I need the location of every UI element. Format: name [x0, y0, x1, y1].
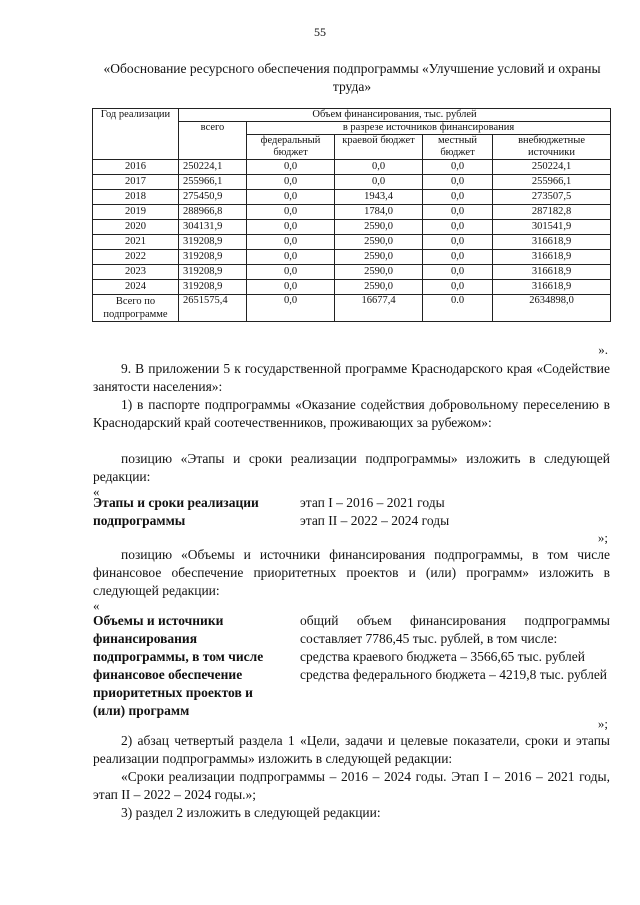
- paragraph-9-3: 3) раздел 2 изложить в следующей редакции:: [121, 805, 381, 820]
- cell-local: 0,0: [423, 190, 493, 205]
- cell-total: 255966,1: [179, 175, 247, 190]
- cell-federal: 0,0: [247, 280, 335, 295]
- header-sources: в разрезе источников финансирования: [247, 122, 611, 135]
- cell-total: 304131,9: [179, 220, 247, 235]
- cell-extra: 273507,5: [493, 190, 611, 205]
- cell-extra: 316618,9: [493, 250, 611, 265]
- cell-local: 0,0: [423, 220, 493, 235]
- paragraph-9-2-quote: «Сроки реализации подпрограммы – 2016 – 2024 годы. Этап I – 2016 – 2021 годы, этап II – 2022 – 2024 годы.»;: [93, 769, 610, 802]
- cell-regional: 0,0: [335, 160, 423, 175]
- cell-extra: 250224,1: [493, 160, 611, 175]
- cell-total: 250224,1: [179, 160, 247, 175]
- cell-local: 0,0: [423, 205, 493, 220]
- stage-1: этап I – 2016 – 2021 годы: [300, 495, 445, 510]
- financing-table: [92, 108, 611, 322]
- cell-year: 2022: [93, 250, 179, 265]
- cell-regional: 2590,0: [335, 280, 423, 295]
- table-row: [93, 280, 611, 295]
- cell-total: 319208,9: [179, 265, 247, 280]
- cell-extra: 2634898,0: [493, 295, 611, 322]
- quote-open-2: «: [93, 598, 100, 613]
- cell-federal: 0,0: [247, 250, 335, 265]
- table-row: [93, 175, 611, 190]
- paragraph-stages-intro: позицию «Этапы и сроки реализации подпрограммы» изложить в следующей редакции:: [93, 451, 610, 484]
- cell-local: 0,0: [423, 160, 493, 175]
- stages-value: [300, 494, 610, 530]
- cell-regional: 2590,0: [335, 235, 423, 250]
- cell-total: 275450,9: [179, 190, 247, 205]
- cell-year: 2016: [93, 160, 179, 175]
- volumes-line-2: средства краевого бюджета – 3566,65 тыс. рублей: [300, 649, 585, 664]
- cell-federal: 0,0: [247, 190, 335, 205]
- cell-local: 0.0: [423, 295, 493, 322]
- cell-total: 288966,8: [179, 205, 247, 220]
- cell-extra: 255966,1: [493, 175, 611, 190]
- cell-federal: 0,0: [247, 175, 335, 190]
- volumes-label: Объемы и источники финансирования подпрограммы, в том числе финансовое обеспечение приоритетных проектов и (или) программ: [93, 613, 264, 718]
- closing-quote-3: »;: [597, 716, 608, 731]
- cell-regional: 2590,0: [335, 265, 423, 280]
- header-year: Год реализации: [93, 109, 179, 160]
- cell-year: 2024: [93, 280, 179, 295]
- cell-federal: 0,0: [247, 205, 335, 220]
- header-extra: внебюджетные источники: [493, 135, 611, 160]
- cell-regional: 0,0: [335, 175, 423, 190]
- paragraph-9: 9. В приложении 5 к государственной программе Краснодарского края «Содействие занятости населения»:: [93, 361, 610, 394]
- header-federal: федеральный бюджет: [247, 135, 335, 160]
- table-body: [93, 160, 611, 322]
- page-number: 55: [314, 25, 326, 39]
- header-total: всего: [179, 122, 247, 160]
- cell-year: 2020: [93, 220, 179, 235]
- cell-year: Всего по подпрограмме: [93, 295, 179, 322]
- cell-regional: 2590,0: [335, 250, 423, 265]
- cell-extra: 316618,9: [493, 280, 611, 295]
- cell-federal: 0,0: [247, 265, 335, 280]
- cell-federal: 0,0: [247, 235, 335, 250]
- closing-quote-1: ».: [598, 342, 608, 357]
- paragraph-volumes-intro: позицию «Объемы и источники финансирования подпрограммы, в том числе финансовое обеспечение приоритетных проектов и (или) программ» изложить в следующей редакции:: [93, 547, 610, 598]
- header-local: местный бюджет: [423, 135, 493, 160]
- cell-regional: 1943,4: [335, 190, 423, 205]
- cell-local: 0,0: [423, 280, 493, 295]
- cell-local: 0,0: [423, 250, 493, 265]
- cell-regional: 1784,0: [335, 205, 423, 220]
- cell-local: 0,0: [423, 235, 493, 250]
- paragraph-9-2: 2) абзац четвертый раздела 1 «Цели, задачи и целевые показатели, сроки и этапы реализации подпрограммы» изложить в следующей редакции:: [93, 733, 610, 766]
- volumes-value: [300, 612, 610, 684]
- cell-extra: 316618,9: [493, 235, 611, 250]
- cell-federal: 0,0: [247, 160, 335, 175]
- cell-total: 319208,9: [179, 250, 247, 265]
- stage-2: этап II – 2022 – 2024 годы: [300, 513, 450, 528]
- table-row: [93, 220, 611, 235]
- quote-open-1: «: [93, 484, 100, 499]
- closing-quote-2: »;: [597, 530, 608, 545]
- table-row: [93, 190, 611, 205]
- header-volume: Объем финансирования, тыс. рублей: [179, 109, 611, 122]
- table-row: [93, 235, 611, 250]
- table-row: [93, 160, 611, 175]
- cell-year: 2019: [93, 205, 179, 220]
- cell-year: 2017: [93, 175, 179, 190]
- cell-year: 2021: [93, 235, 179, 250]
- volumes-line-1: общий объем финансирования подпрограммы составляет 7786,45 тыс. рублей, в том числе:: [300, 613, 610, 646]
- cell-total: 319208,9: [179, 280, 247, 295]
- table-total-row: [93, 295, 611, 322]
- cell-local: 0,0: [423, 175, 493, 190]
- cell-local: 0,0: [423, 265, 493, 280]
- cell-extra: 301541,9: [493, 220, 611, 235]
- volumes-line-3: средства федерального бюджета – 4219,8 тыс. рублей: [300, 667, 608, 682]
- table-row: [93, 250, 611, 265]
- table-row: [93, 265, 611, 280]
- cell-regional: 16677,4: [335, 295, 423, 322]
- cell-extra: 287182,8: [493, 205, 611, 220]
- table-row: [93, 205, 611, 220]
- paragraph-9-1: 1) в паспорте подпрограммы «Оказание содействия добровольному переселению в Краснодарский край соотечественников, проживающих за рубежом»:: [93, 397, 610, 430]
- cell-total: 2651575,4: [179, 295, 247, 322]
- header-regional: краевой бюджет: [335, 135, 423, 160]
- section-title: «Обоснование ресурсного обеспечения подпрограммы «Улучшение условий и охраны труда»: [103, 61, 601, 94]
- cell-regional: 2590,0: [335, 220, 423, 235]
- cell-total: 319208,9: [179, 235, 247, 250]
- cell-year: 2018: [93, 190, 179, 205]
- cell-year: 2023: [93, 265, 179, 280]
- stages-label: Этапы и сроки реализации подпрограммы: [93, 495, 259, 528]
- cell-extra: 316618,9: [493, 265, 611, 280]
- cell-federal: 0,0: [247, 220, 335, 235]
- cell-federal: 0,0: [247, 295, 335, 322]
